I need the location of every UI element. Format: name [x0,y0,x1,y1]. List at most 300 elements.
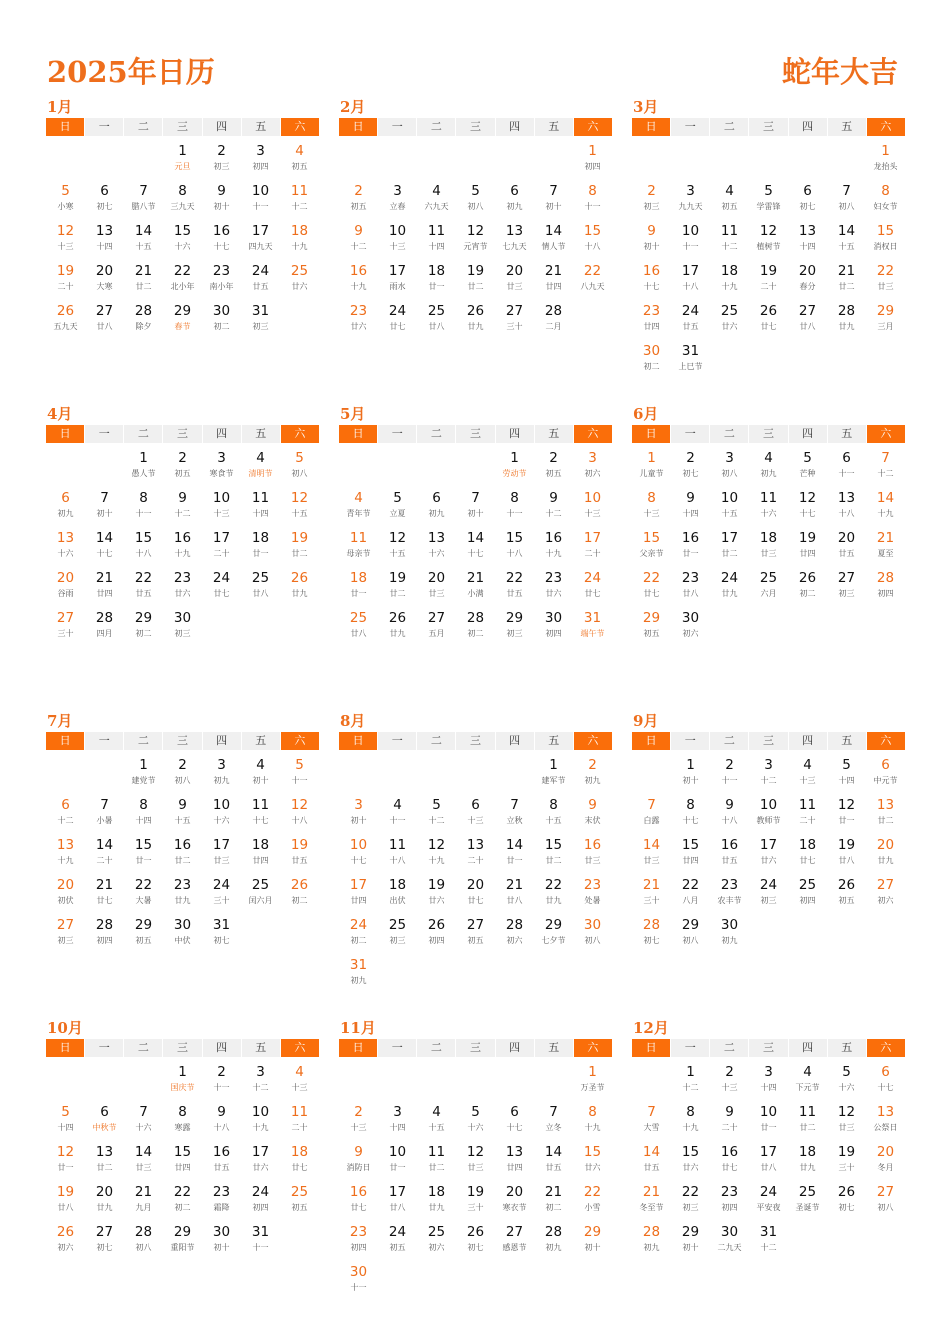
day-cell[interactable] [495,874,534,914]
day-cell[interactable] [573,914,612,954]
day-cell[interactable] [339,954,378,994]
day-cell[interactable] [671,607,710,647]
day-cell[interactable] [632,607,671,647]
day-cell[interactable] [495,1181,534,1221]
day-cell[interactable] [241,567,280,607]
day-cell[interactable] [827,527,866,567]
day-cell[interactable] [202,874,241,914]
day-cell[interactable] [749,180,788,220]
day-cell[interactable] [241,874,280,914]
day-cell[interactable] [280,567,319,607]
day-cell[interactable] [534,834,573,874]
day-cell[interactable] [339,607,378,647]
day-cell[interactable] [573,1141,612,1181]
day-cell[interactable] [339,834,378,874]
day-cell[interactable] [280,834,319,874]
day-cell[interactable] [749,794,788,834]
day-cell[interactable] [85,914,124,954]
day-cell[interactable] [202,220,241,260]
day-cell[interactable] [241,834,280,874]
day-cell[interactable] [671,220,710,260]
day-cell[interactable] [495,220,534,260]
day-cell[interactable] [417,260,456,300]
day-cell[interactable] [866,140,905,180]
day-cell[interactable] [456,794,495,834]
day-cell[interactable] [339,794,378,834]
day-cell[interactable] [788,1181,827,1221]
day-cell[interactable] [827,1141,866,1181]
day-cell[interactable] [85,874,124,914]
day-cell[interactable] [671,260,710,300]
day-cell[interactable] [827,874,866,914]
day-cell[interactable] [456,1181,495,1221]
day-cell[interactable] [280,1061,319,1101]
day-cell[interactable] [417,527,456,567]
day-cell[interactable] [417,874,456,914]
day-cell[interactable] [280,140,319,180]
day-cell[interactable] [163,260,202,300]
day-cell[interactable] [163,874,202,914]
day-cell[interactable] [495,1221,534,1261]
day-cell[interactable] [85,834,124,874]
day-cell[interactable] [534,1101,573,1141]
day-cell[interactable] [671,914,710,954]
day-cell[interactable] [710,1221,749,1261]
day-cell[interactable] [495,607,534,647]
day-cell[interactable] [866,567,905,607]
day-cell[interactable] [456,220,495,260]
day-cell[interactable] [163,754,202,794]
day-cell[interactable] [378,180,417,220]
day-cell[interactable] [417,567,456,607]
day-cell[interactable] [749,527,788,567]
day-cell[interactable] [671,1141,710,1181]
day-cell[interactable] [866,447,905,487]
day-cell[interactable] [85,1141,124,1181]
day-cell[interactable] [378,260,417,300]
day-cell[interactable] [417,220,456,260]
day-cell[interactable] [85,527,124,567]
day-cell[interactable] [573,140,612,180]
day-cell[interactable] [573,794,612,834]
day-cell[interactable] [671,340,710,380]
day-cell[interactable] [163,1141,202,1181]
day-cell[interactable] [241,487,280,527]
day-cell[interactable] [671,447,710,487]
day-cell[interactable] [788,220,827,260]
day-cell[interactable] [124,794,163,834]
day-cell[interactable] [456,527,495,567]
day-cell[interactable] [495,260,534,300]
day-cell[interactable] [749,487,788,527]
day-cell[interactable] [788,794,827,834]
day-cell[interactable] [417,180,456,220]
day-cell[interactable] [788,1141,827,1181]
day-cell[interactable] [632,1221,671,1261]
day-cell[interactable] [456,874,495,914]
day-cell[interactable] [632,340,671,380]
day-cell[interactable] [85,487,124,527]
day-cell[interactable] [124,1181,163,1221]
day-cell[interactable] [632,527,671,567]
day-cell[interactable] [866,300,905,340]
day-cell[interactable] [124,834,163,874]
day-cell[interactable] [710,220,749,260]
day-cell[interactable] [495,487,534,527]
day-cell[interactable] [280,1141,319,1181]
day-cell[interactable] [124,300,163,340]
day-cell[interactable] [163,1061,202,1101]
day-cell[interactable] [339,1101,378,1141]
day-cell[interactable] [339,567,378,607]
day-cell[interactable] [788,1101,827,1141]
day-cell[interactable] [163,607,202,647]
day-cell[interactable] [339,1141,378,1181]
day-cell[interactable] [671,794,710,834]
day-cell[interactable] [202,1061,241,1101]
day-cell[interactable] [46,1141,85,1181]
day-cell[interactable] [163,140,202,180]
day-cell[interactable] [495,447,534,487]
day-cell[interactable] [827,1181,866,1221]
day-cell[interactable] [534,1141,573,1181]
day-cell[interactable] [202,447,241,487]
day-cell[interactable] [417,607,456,647]
day-cell[interactable] [456,180,495,220]
day-cell[interactable] [124,754,163,794]
day-cell[interactable] [339,1261,378,1301]
day-cell[interactable] [866,1061,905,1101]
day-cell[interactable] [202,487,241,527]
day-cell[interactable] [124,1221,163,1261]
day-cell[interactable] [378,1181,417,1221]
day-cell[interactable] [866,260,905,300]
day-cell[interactable] [866,1101,905,1141]
day-cell[interactable] [46,914,85,954]
day-cell[interactable] [202,1101,241,1141]
day-cell[interactable] [710,180,749,220]
day-cell[interactable] [749,260,788,300]
day-cell[interactable] [46,220,85,260]
day-cell[interactable] [573,754,612,794]
day-cell[interactable] [632,1181,671,1221]
day-cell[interactable] [671,834,710,874]
day-cell[interactable] [46,834,85,874]
day-cell[interactable] [671,754,710,794]
day-cell[interactable] [632,447,671,487]
day-cell[interactable] [632,567,671,607]
day-cell[interactable] [202,834,241,874]
day-cell[interactable] [710,1141,749,1181]
day-cell[interactable] [85,1221,124,1261]
day-cell[interactable] [124,527,163,567]
day-cell[interactable] [241,1061,280,1101]
day-cell[interactable] [202,300,241,340]
day-cell[interactable] [632,1141,671,1181]
day-cell[interactable] [163,794,202,834]
day-cell[interactable] [827,487,866,527]
day-cell[interactable] [280,794,319,834]
day-cell[interactable] [456,1141,495,1181]
day-cell[interactable] [573,260,612,300]
day-cell[interactable] [788,1061,827,1101]
day-cell[interactable] [632,180,671,220]
day-cell[interactable] [534,1181,573,1221]
day-cell[interactable] [202,180,241,220]
day-cell[interactable] [124,220,163,260]
day-cell[interactable] [573,180,612,220]
day-cell[interactable] [378,220,417,260]
day-cell[interactable] [710,447,749,487]
day-cell[interactable] [85,567,124,607]
day-cell[interactable] [710,300,749,340]
day-cell[interactable] [534,260,573,300]
day-cell[interactable] [202,567,241,607]
day-cell[interactable] [573,527,612,567]
day-cell[interactable] [417,1141,456,1181]
day-cell[interactable] [280,527,319,567]
day-cell[interactable] [417,1101,456,1141]
day-cell[interactable] [241,300,280,340]
day-cell[interactable] [788,487,827,527]
day-cell[interactable] [339,180,378,220]
day-cell[interactable] [241,220,280,260]
day-cell[interactable] [124,567,163,607]
day-cell[interactable] [46,527,85,567]
day-cell[interactable] [534,794,573,834]
day-cell[interactable] [202,754,241,794]
day-cell[interactable] [827,1101,866,1141]
day-cell[interactable] [573,874,612,914]
day-cell[interactable] [866,220,905,260]
day-cell[interactable] [241,794,280,834]
day-cell[interactable] [46,180,85,220]
day-cell[interactable] [827,834,866,874]
day-cell[interactable] [241,140,280,180]
day-cell[interactable] [124,447,163,487]
day-cell[interactable] [534,1221,573,1261]
day-cell[interactable] [534,607,573,647]
day-cell[interactable] [339,874,378,914]
day-cell[interactable] [788,260,827,300]
day-cell[interactable] [46,607,85,647]
day-cell[interactable] [124,487,163,527]
day-cell[interactable] [241,1141,280,1181]
day-cell[interactable] [85,180,124,220]
day-cell[interactable] [710,754,749,794]
day-cell[interactable] [378,874,417,914]
day-cell[interactable] [632,1101,671,1141]
day-cell[interactable] [710,834,749,874]
day-cell[interactable] [827,180,866,220]
day-cell[interactable] [339,260,378,300]
day-cell[interactable] [280,754,319,794]
day-cell[interactable] [241,1181,280,1221]
day-cell[interactable] [378,914,417,954]
day-cell[interactable] [573,834,612,874]
day-cell[interactable] [749,567,788,607]
day-cell[interactable] [417,834,456,874]
day-cell[interactable] [671,300,710,340]
day-cell[interactable] [573,607,612,647]
day-cell[interactable] [632,914,671,954]
day-cell[interactable] [534,527,573,567]
day-cell[interactable] [46,1181,85,1221]
day-cell[interactable] [632,220,671,260]
day-cell[interactable] [788,447,827,487]
day-cell[interactable] [241,1101,280,1141]
day-cell[interactable] [749,220,788,260]
day-cell[interactable] [417,300,456,340]
day-cell[interactable] [456,567,495,607]
day-cell[interactable] [749,1061,788,1101]
day-cell[interactable] [573,1101,612,1141]
day-cell[interactable] [280,260,319,300]
day-cell[interactable] [241,1221,280,1261]
day-cell[interactable] [827,567,866,607]
day-cell[interactable] [339,487,378,527]
day-cell[interactable] [280,447,319,487]
day-cell[interactable] [46,567,85,607]
day-cell[interactable] [85,794,124,834]
day-cell[interactable] [866,487,905,527]
day-cell[interactable] [202,1221,241,1261]
day-cell[interactable] [671,567,710,607]
day-cell[interactable] [46,1221,85,1261]
day-cell[interactable] [456,914,495,954]
day-cell[interactable] [417,1221,456,1261]
day-cell[interactable] [632,487,671,527]
day-cell[interactable] [417,914,456,954]
day-cell[interactable] [534,874,573,914]
day-cell[interactable] [495,300,534,340]
day-cell[interactable] [456,260,495,300]
day-cell[interactable] [866,754,905,794]
day-cell[interactable] [378,794,417,834]
day-cell[interactable] [280,1101,319,1141]
day-cell[interactable] [85,220,124,260]
day-cell[interactable] [749,834,788,874]
day-cell[interactable] [671,527,710,567]
day-cell[interactable] [749,1221,788,1261]
day-cell[interactable] [788,874,827,914]
day-cell[interactable] [46,1101,85,1141]
day-cell[interactable] [456,487,495,527]
day-cell[interactable] [378,1221,417,1261]
day-cell[interactable] [749,1101,788,1141]
day-cell[interactable] [202,794,241,834]
day-cell[interactable] [495,794,534,834]
day-cell[interactable] [671,1101,710,1141]
day-cell[interactable] [202,527,241,567]
day-cell[interactable] [163,1101,202,1141]
day-cell[interactable] [124,260,163,300]
day-cell[interactable] [749,1181,788,1221]
day-cell[interactable] [85,1101,124,1141]
day-cell[interactable] [573,447,612,487]
day-cell[interactable] [710,1101,749,1141]
day-cell[interactable] [710,874,749,914]
day-cell[interactable] [85,1181,124,1221]
day-cell[interactable] [788,567,827,607]
day-cell[interactable] [378,834,417,874]
day-cell[interactable] [788,300,827,340]
day-cell[interactable] [866,180,905,220]
day-cell[interactable] [378,567,417,607]
day-cell[interactable] [378,607,417,647]
day-cell[interactable] [827,260,866,300]
day-cell[interactable] [671,874,710,914]
day-cell[interactable] [456,1221,495,1261]
day-cell[interactable] [495,834,534,874]
day-cell[interactable] [124,180,163,220]
day-cell[interactable] [124,1101,163,1141]
day-cell[interactable] [749,874,788,914]
day-cell[interactable] [866,874,905,914]
day-cell[interactable] [163,567,202,607]
day-cell[interactable] [124,1141,163,1181]
day-cell[interactable] [573,220,612,260]
day-cell[interactable] [671,1181,710,1221]
day-cell[interactable] [866,834,905,874]
day-cell[interactable] [46,260,85,300]
day-cell[interactable] [827,794,866,834]
day-cell[interactable] [827,447,866,487]
day-cell[interactable] [573,1061,612,1101]
day-cell[interactable] [710,1061,749,1101]
day-cell[interactable] [241,527,280,567]
day-cell[interactable] [671,1061,710,1101]
day-cell[interactable] [495,1101,534,1141]
day-cell[interactable] [632,834,671,874]
day-cell[interactable] [163,1221,202,1261]
day-cell[interactable] [163,1181,202,1221]
day-cell[interactable] [749,754,788,794]
day-cell[interactable] [632,260,671,300]
day-cell[interactable] [85,607,124,647]
day-cell[interactable] [378,487,417,527]
day-cell[interactable] [495,527,534,567]
day-cell[interactable] [46,487,85,527]
day-cell[interactable] [280,1181,319,1221]
day-cell[interactable] [202,914,241,954]
day-cell[interactable] [378,1101,417,1141]
day-cell[interactable] [202,140,241,180]
day-cell[interactable] [339,220,378,260]
day-cell[interactable] [749,1141,788,1181]
day-cell[interactable] [241,754,280,794]
day-cell[interactable] [46,300,85,340]
day-cell[interactable] [749,300,788,340]
day-cell[interactable] [788,527,827,567]
day-cell[interactable] [710,1181,749,1221]
day-cell[interactable] [710,567,749,607]
day-cell[interactable] [280,874,319,914]
day-cell[interactable] [495,180,534,220]
day-cell[interactable] [749,447,788,487]
day-cell[interactable] [163,487,202,527]
day-cell[interactable] [202,260,241,300]
day-cell[interactable] [46,874,85,914]
day-cell[interactable] [85,260,124,300]
day-cell[interactable] [495,567,534,607]
day-cell[interactable] [456,300,495,340]
day-cell[interactable] [163,220,202,260]
day-cell[interactable] [710,914,749,954]
day-cell[interactable] [202,1141,241,1181]
day-cell[interactable] [573,567,612,607]
day-cell[interactable] [866,527,905,567]
